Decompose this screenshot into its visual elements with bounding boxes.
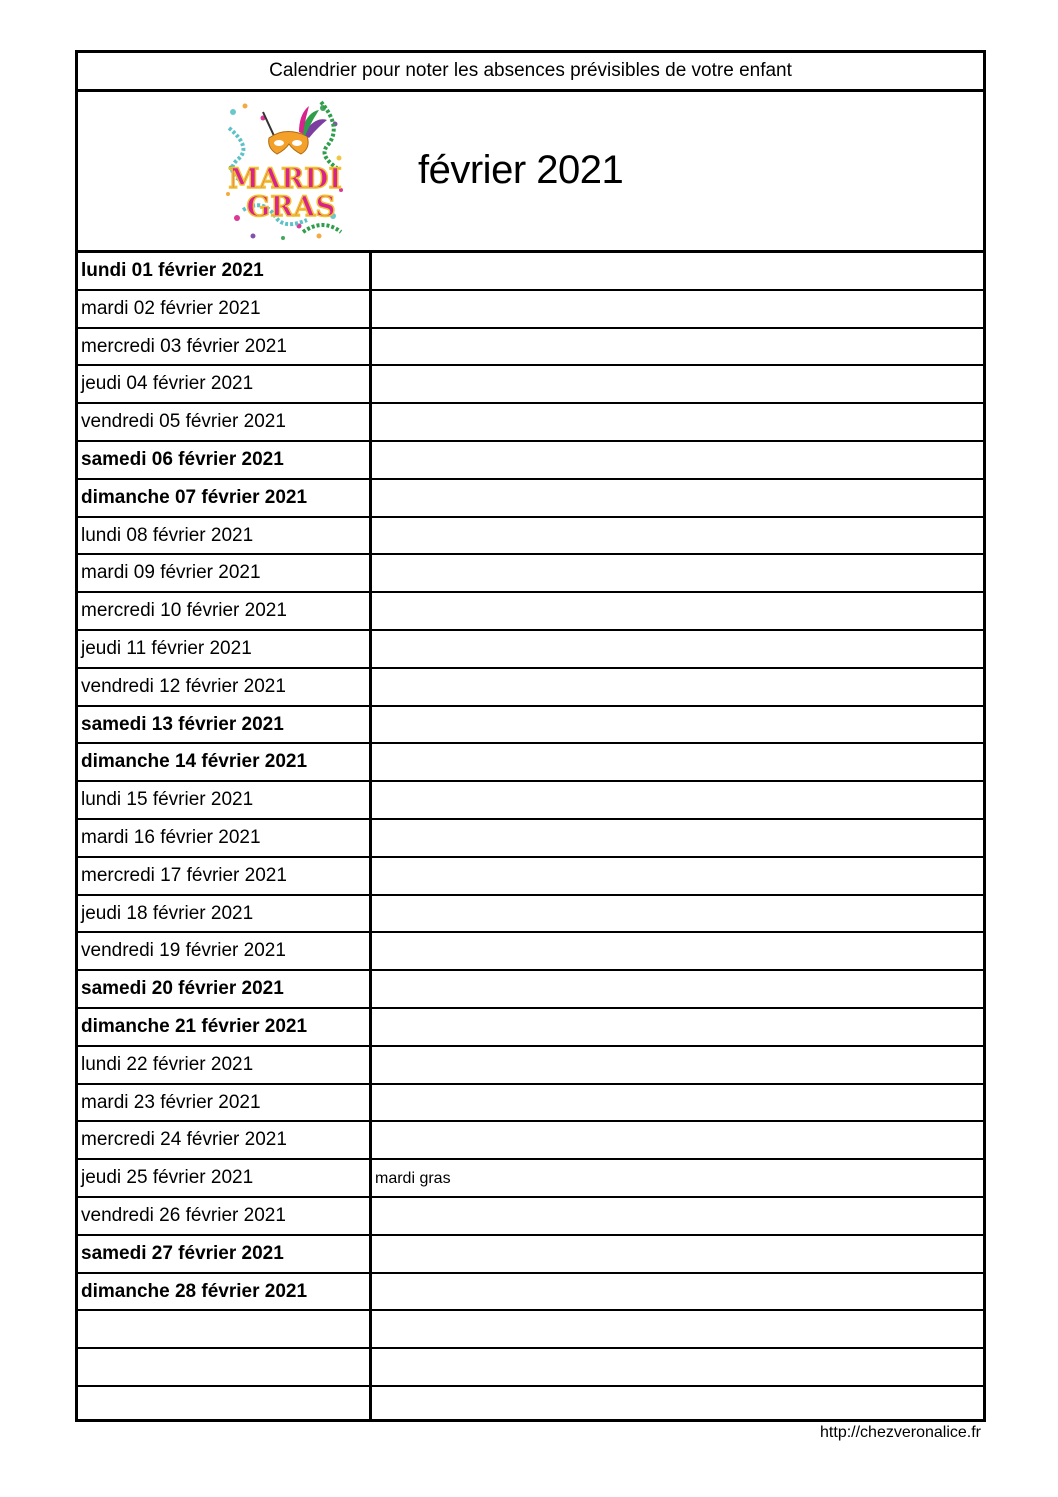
month-header (78, 92, 983, 253)
table-row (78, 1047, 983, 1085)
date-cell: jeudi 11 février 2021 (81, 638, 252, 659)
date-cell: jeudi 18 février 2021 (81, 902, 254, 924)
date-cell (78, 1311, 369, 1347)
note-cell[interactable] (372, 896, 983, 932)
logo-text-top: MARDI (228, 162, 342, 195)
note-cell[interactable] (372, 707, 983, 743)
sheet-title: Calendrier pour noter les absences prévisibles de votre enfant (78, 53, 983, 92)
note-cell[interactable] (372, 858, 983, 894)
month-title: février 2021 (418, 148, 624, 192)
date-cell: jeudi 25 février 2021 (81, 1167, 254, 1189)
table-row (78, 1349, 983, 1387)
note-cell[interactable] (372, 518, 983, 554)
table-row (78, 1122, 983, 1160)
date-cell: dimanche 14 février 2021 (81, 751, 308, 773)
table-row (78, 442, 983, 480)
table-row (78, 555, 983, 593)
date-cell: dimanche 28 février 2021 (81, 1280, 308, 1302)
table-row (78, 518, 983, 556)
date-cell: lundi 08 février 2021 (81, 524, 254, 546)
note-cell[interactable] (372, 631, 983, 667)
table-row (78, 896, 983, 934)
date-cell: mardi 09 février 2021 (81, 562, 261, 584)
note-cell[interactable] (372, 1009, 983, 1045)
table-row (78, 669, 983, 707)
note-cell[interactable]: mardi gras (375, 1170, 451, 1188)
note-cell[interactable] (372, 933, 983, 969)
table-row (78, 366, 983, 404)
table-row (78, 707, 983, 745)
note-cell[interactable] (372, 1387, 983, 1425)
table-row (78, 329, 983, 367)
date-cell: dimanche 21 février 2021 (81, 1016, 308, 1037)
date-cell: lundi 22 février 2021 (81, 1053, 254, 1075)
table-row (78, 1009, 983, 1047)
table-row (78, 744, 983, 782)
table-row (78, 480, 983, 518)
date-cell: dimanche 07 février 2021 (81, 486, 308, 508)
table-row (78, 1160, 983, 1198)
note-cell[interactable] (372, 1047, 983, 1083)
column-divider (369, 253, 372, 1419)
date-cell (78, 1387, 369, 1425)
note-cell[interactable] (372, 1198, 983, 1234)
note-cell[interactable] (372, 593, 983, 629)
footer-url[interactable]: http://chezveronalice.fr (820, 1424, 981, 1441)
note-cell[interactable] (372, 1349, 983, 1385)
table-row (78, 253, 983, 291)
date-cell: mercredi 24 février 2021 (81, 1129, 287, 1151)
table-row (78, 1236, 983, 1274)
calendar-table (78, 253, 983, 1419)
table-row (78, 1311, 983, 1349)
note-cell[interactable] (372, 366, 983, 402)
date-cell: jeudi 04 février 2021 (81, 373, 254, 395)
note-cell[interactable] (372, 1311, 983, 1347)
note-cell[interactable] (372, 1236, 983, 1272)
table-row (78, 631, 983, 669)
date-cell (78, 1349, 369, 1385)
note-cell[interactable] (372, 480, 983, 516)
date-cell: mercredi 03 février 2021 (81, 335, 287, 357)
table-row (78, 1085, 983, 1123)
date-cell: mardi 23 février 2021 (81, 1091, 261, 1113)
date-cell: vendredi 19 février 2021 (81, 940, 286, 962)
note-cell[interactable] (372, 1274, 983, 1310)
table-row (78, 404, 983, 442)
note-cell[interactable] (372, 820, 983, 856)
date-cell: mardi 16 février 2021 (81, 827, 261, 848)
table-row (78, 782, 983, 820)
note-cell[interactable] (372, 669, 983, 705)
date-cell: mercredi 10 février 2021 (81, 600, 287, 622)
table-row (78, 1198, 983, 1236)
table-row (78, 1274, 983, 1312)
date-cell: samedi 20 février 2021 (81, 978, 284, 1000)
note-cell[interactable] (372, 555, 983, 591)
logo-text-bottom: GRAS (246, 190, 336, 223)
date-cell: mercredi 17 février 2021 (81, 864, 287, 886)
date-cell: samedi 27 février 2021 (81, 1242, 284, 1264)
note-cell[interactable] (372, 971, 983, 1007)
date-cell: mardi 02 février 2021 (81, 297, 261, 319)
note-cell[interactable] (372, 329, 983, 365)
note-cell[interactable] (372, 253, 983, 289)
calendar-sheet (75, 50, 986, 1422)
table-row (78, 971, 983, 1009)
note-cell[interactable] (372, 782, 983, 818)
date-cell: vendredi 12 février 2021 (81, 675, 286, 697)
table-row (78, 820, 983, 858)
table-row (78, 933, 983, 971)
note-cell[interactable] (372, 442, 983, 478)
date-cell: samedi 06 février 2021 (81, 449, 284, 470)
date-cell: lundi 01 février 2021 (81, 260, 264, 281)
table-row (78, 593, 983, 631)
note-cell[interactable] (372, 1085, 983, 1121)
table-row (78, 1387, 983, 1425)
date-cell: vendredi 05 février 2021 (81, 411, 286, 433)
date-cell: samedi 13 février 2021 (81, 713, 284, 735)
date-cell: lundi 15 février 2021 (81, 789, 254, 811)
mardi-gras-logo-icon (223, 98, 347, 244)
note-cell[interactable] (372, 744, 983, 780)
note-cell[interactable] (372, 404, 983, 440)
table-row (78, 291, 983, 329)
date-cell: vendredi 26 février 2021 (81, 1205, 286, 1226)
note-cell[interactable] (372, 1122, 983, 1158)
note-cell[interactable] (372, 291, 983, 327)
table-row (78, 858, 983, 896)
